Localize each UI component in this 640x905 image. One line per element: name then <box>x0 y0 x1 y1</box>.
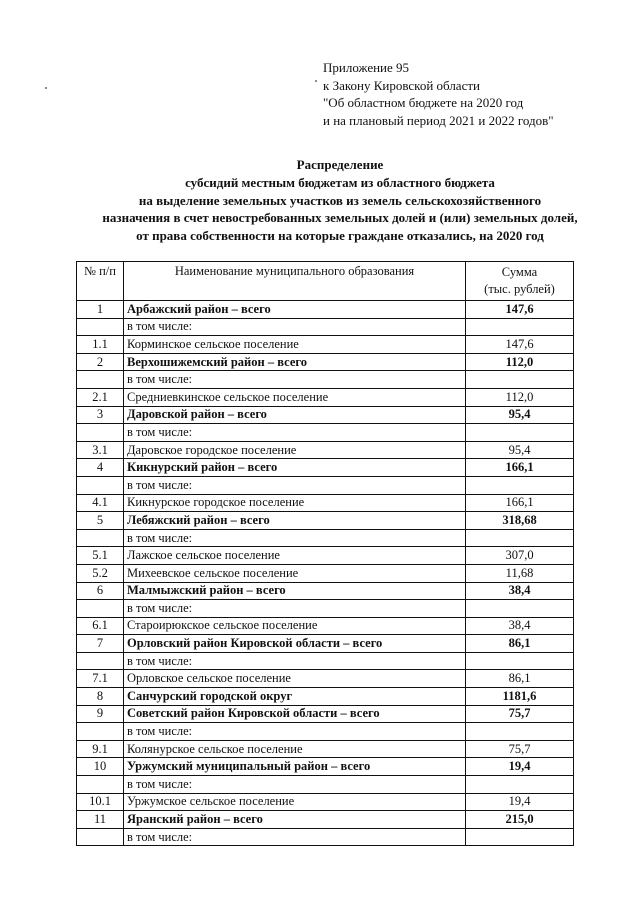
table-row <box>77 494 574 512</box>
appendix-line: "Об областном бюджете на 2020 год <box>323 95 524 110</box>
row-num: 8 <box>77 688 124 706</box>
row-name: Средниевкинское сельское поселение <box>124 388 466 406</box>
row-num <box>77 723 124 741</box>
row-name: Корминское сельское поселение <box>124 336 466 354</box>
row-num: 3.1 <box>77 441 124 459</box>
row-sum: 38,4 <box>466 582 574 600</box>
table-row <box>77 740 574 758</box>
table-row <box>77 652 574 670</box>
table-row <box>77 441 574 459</box>
header-sum <box>466 262 574 301</box>
table-row <box>77 547 574 565</box>
appendix-line: к Закону Кировской области <box>323 77 480 93</box>
row-name: в том числе: <box>124 529 466 547</box>
row-name: Кикнурское городское поселение <box>124 494 466 512</box>
row-name: в том числе: <box>124 828 466 846</box>
row-sum <box>466 529 574 547</box>
row-name: в том числе: <box>124 371 466 389</box>
row-name: Михеевское сельское поселение <box>124 564 466 582</box>
row-sum <box>466 371 574 389</box>
row-sum <box>466 424 574 442</box>
table-row <box>77 793 574 811</box>
row-sum: 112,0 <box>466 353 574 371</box>
row-num: 10 <box>77 758 124 776</box>
row-sum: 75,7 <box>466 740 574 758</box>
row-num <box>77 600 124 618</box>
table-row <box>77 424 574 442</box>
row-num: 9.1 <box>77 740 124 758</box>
row-num: 7.1 <box>77 670 124 688</box>
row-name: Лажское сельское поселение <box>124 547 466 565</box>
row-name: в том числе: <box>124 776 466 794</box>
distribution-table <box>76 261 574 846</box>
appendix-header <box>323 59 554 129</box>
row-num: 10.1 <box>77 793 124 811</box>
row-sum <box>466 600 574 618</box>
row-name: в том числе: <box>124 652 466 670</box>
row-num: 4 <box>77 459 124 477</box>
table-row <box>77 828 574 846</box>
document-title <box>40 156 640 245</box>
scan-speck <box>45 87 47 89</box>
row-num: 1.1 <box>77 336 124 354</box>
row-sum: 86,1 <box>466 635 574 653</box>
row-sum: 86,1 <box>466 670 574 688</box>
row-name: Даровское городское поселение <box>124 441 466 459</box>
row-sum: 38,4 <box>466 617 574 635</box>
row-num <box>77 652 124 670</box>
row-num <box>77 776 124 794</box>
row-name: Орловский район Кировской области – всего <box>124 635 466 653</box>
table-row <box>77 582 574 600</box>
table-row <box>77 688 574 706</box>
table-row <box>77 459 574 477</box>
row-sum: 166,1 <box>466 459 574 477</box>
row-num: 1 <box>77 301 124 319</box>
row-name: Уржумское сельское поселение <box>124 793 466 811</box>
appendix-line: и на плановый период 2021 и 2022 годов" <box>323 112 554 128</box>
row-num: 6 <box>77 582 124 600</box>
row-name: в том числе: <box>124 424 466 442</box>
row-sum <box>466 723 574 741</box>
table-row <box>77 318 574 336</box>
row-num: 11 <box>77 811 124 829</box>
row-name: в том числе: <box>124 476 466 494</box>
row-sum: 307,0 <box>466 547 574 565</box>
row-name: Даровской район – всего <box>124 406 466 424</box>
row-sum: 318,68 <box>466 512 574 530</box>
row-sum: 19,4 <box>466 758 574 776</box>
row-sum: 1181,6 <box>466 688 574 706</box>
row-name: Санчурский городской округ <box>124 688 466 706</box>
title-line: на выделение земельных участков из земель сельскохозяйственного <box>138 192 542 208</box>
row-name: Староирюкское сельское поселение <box>124 617 466 635</box>
row-num: 5.2 <box>77 564 124 582</box>
table-row <box>77 353 574 371</box>
row-sum <box>466 476 574 494</box>
title-line: от права собственности на которые граждане отказались, на 2020 год <box>136 228 544 244</box>
row-sum: 95,4 <box>466 441 574 459</box>
row-sum: 95,4 <box>466 406 574 424</box>
row-name: в том числе: <box>124 318 466 336</box>
table-row <box>77 564 574 582</box>
row-num <box>77 476 124 494</box>
row-name: в том числе: <box>124 600 466 618</box>
title-line: субсидий местным бюджетам из областного бюджета <box>185 174 495 190</box>
table-body <box>77 301 574 846</box>
row-name: Кикнурский район – всего <box>124 459 466 477</box>
row-sum: 166,1 <box>466 494 574 512</box>
appendix-line: Приложение 95 <box>323 60 410 75</box>
scan-speck <box>315 80 317 82</box>
header-sum-line1: Сумма <box>501 265 538 279</box>
row-name: Орловское сельское поселение <box>124 670 466 688</box>
row-name: Лебяжский район – всего <box>124 512 466 530</box>
row-num: 9 <box>77 705 124 723</box>
row-sum: 147,6 <box>466 336 574 354</box>
row-name: Верхошижемский район – всего <box>124 353 466 371</box>
table-row <box>77 529 574 547</box>
row-num: 2 <box>77 353 124 371</box>
table-row <box>77 635 574 653</box>
table-row <box>77 406 574 424</box>
row-num: 5.1 <box>77 547 124 565</box>
row-name: в том числе: <box>124 723 466 741</box>
table-row <box>77 336 574 354</box>
row-num <box>77 318 124 336</box>
header-sum-line2: (тыс. рублей) <box>484 282 555 296</box>
table-row <box>77 670 574 688</box>
row-sum <box>466 776 574 794</box>
table-row <box>77 758 574 776</box>
row-num: 2.1 <box>77 388 124 406</box>
row-sum: 215,0 <box>466 811 574 829</box>
table-row <box>77 811 574 829</box>
row-sum <box>466 318 574 336</box>
header-num: № п/п <box>77 262 124 301</box>
row-sum: 11,68 <box>466 564 574 582</box>
row-name: Яранский район – всего <box>124 811 466 829</box>
row-num: 5 <box>77 512 124 530</box>
header-name: Наименование муниципального образования <box>124 262 466 301</box>
table-row <box>77 723 574 741</box>
table-row <box>77 776 574 794</box>
row-sum: 112,0 <box>466 388 574 406</box>
row-name: Арбажский район – всего <box>124 301 466 319</box>
row-num: 4.1 <box>77 494 124 512</box>
row-name: Колянурское сельское поселение <box>124 740 466 758</box>
table-row <box>77 705 574 723</box>
row-num: 3 <box>77 406 124 424</box>
row-num <box>77 424 124 442</box>
row-sum: 75,7 <box>466 705 574 723</box>
row-sum: 19,4 <box>466 793 574 811</box>
row-name: Советский район Кировской области – всего <box>124 705 466 723</box>
table-row <box>77 600 574 618</box>
table-row <box>77 476 574 494</box>
table-row <box>77 388 574 406</box>
row-num <box>77 828 124 846</box>
row-sum: 147,6 <box>466 301 574 319</box>
title-line: Распределение <box>296 157 384 172</box>
row-num <box>77 529 124 547</box>
table-row <box>77 617 574 635</box>
table-row <box>77 301 574 319</box>
row-sum <box>466 652 574 670</box>
row-num: 7 <box>77 635 124 653</box>
row-name: Малмыжский район – всего <box>124 582 466 600</box>
table-row <box>77 371 574 389</box>
title-line: назначения в счет невостребованных земельных долей и (или) земельных долей, <box>102 210 578 226</box>
table-row <box>77 512 574 530</box>
row-num: 6.1 <box>77 617 124 635</box>
table-header-row <box>77 262 574 301</box>
row-name: Уржумский муниципальный район – всего <box>124 758 466 776</box>
row-sum <box>466 828 574 846</box>
row-num <box>77 371 124 389</box>
